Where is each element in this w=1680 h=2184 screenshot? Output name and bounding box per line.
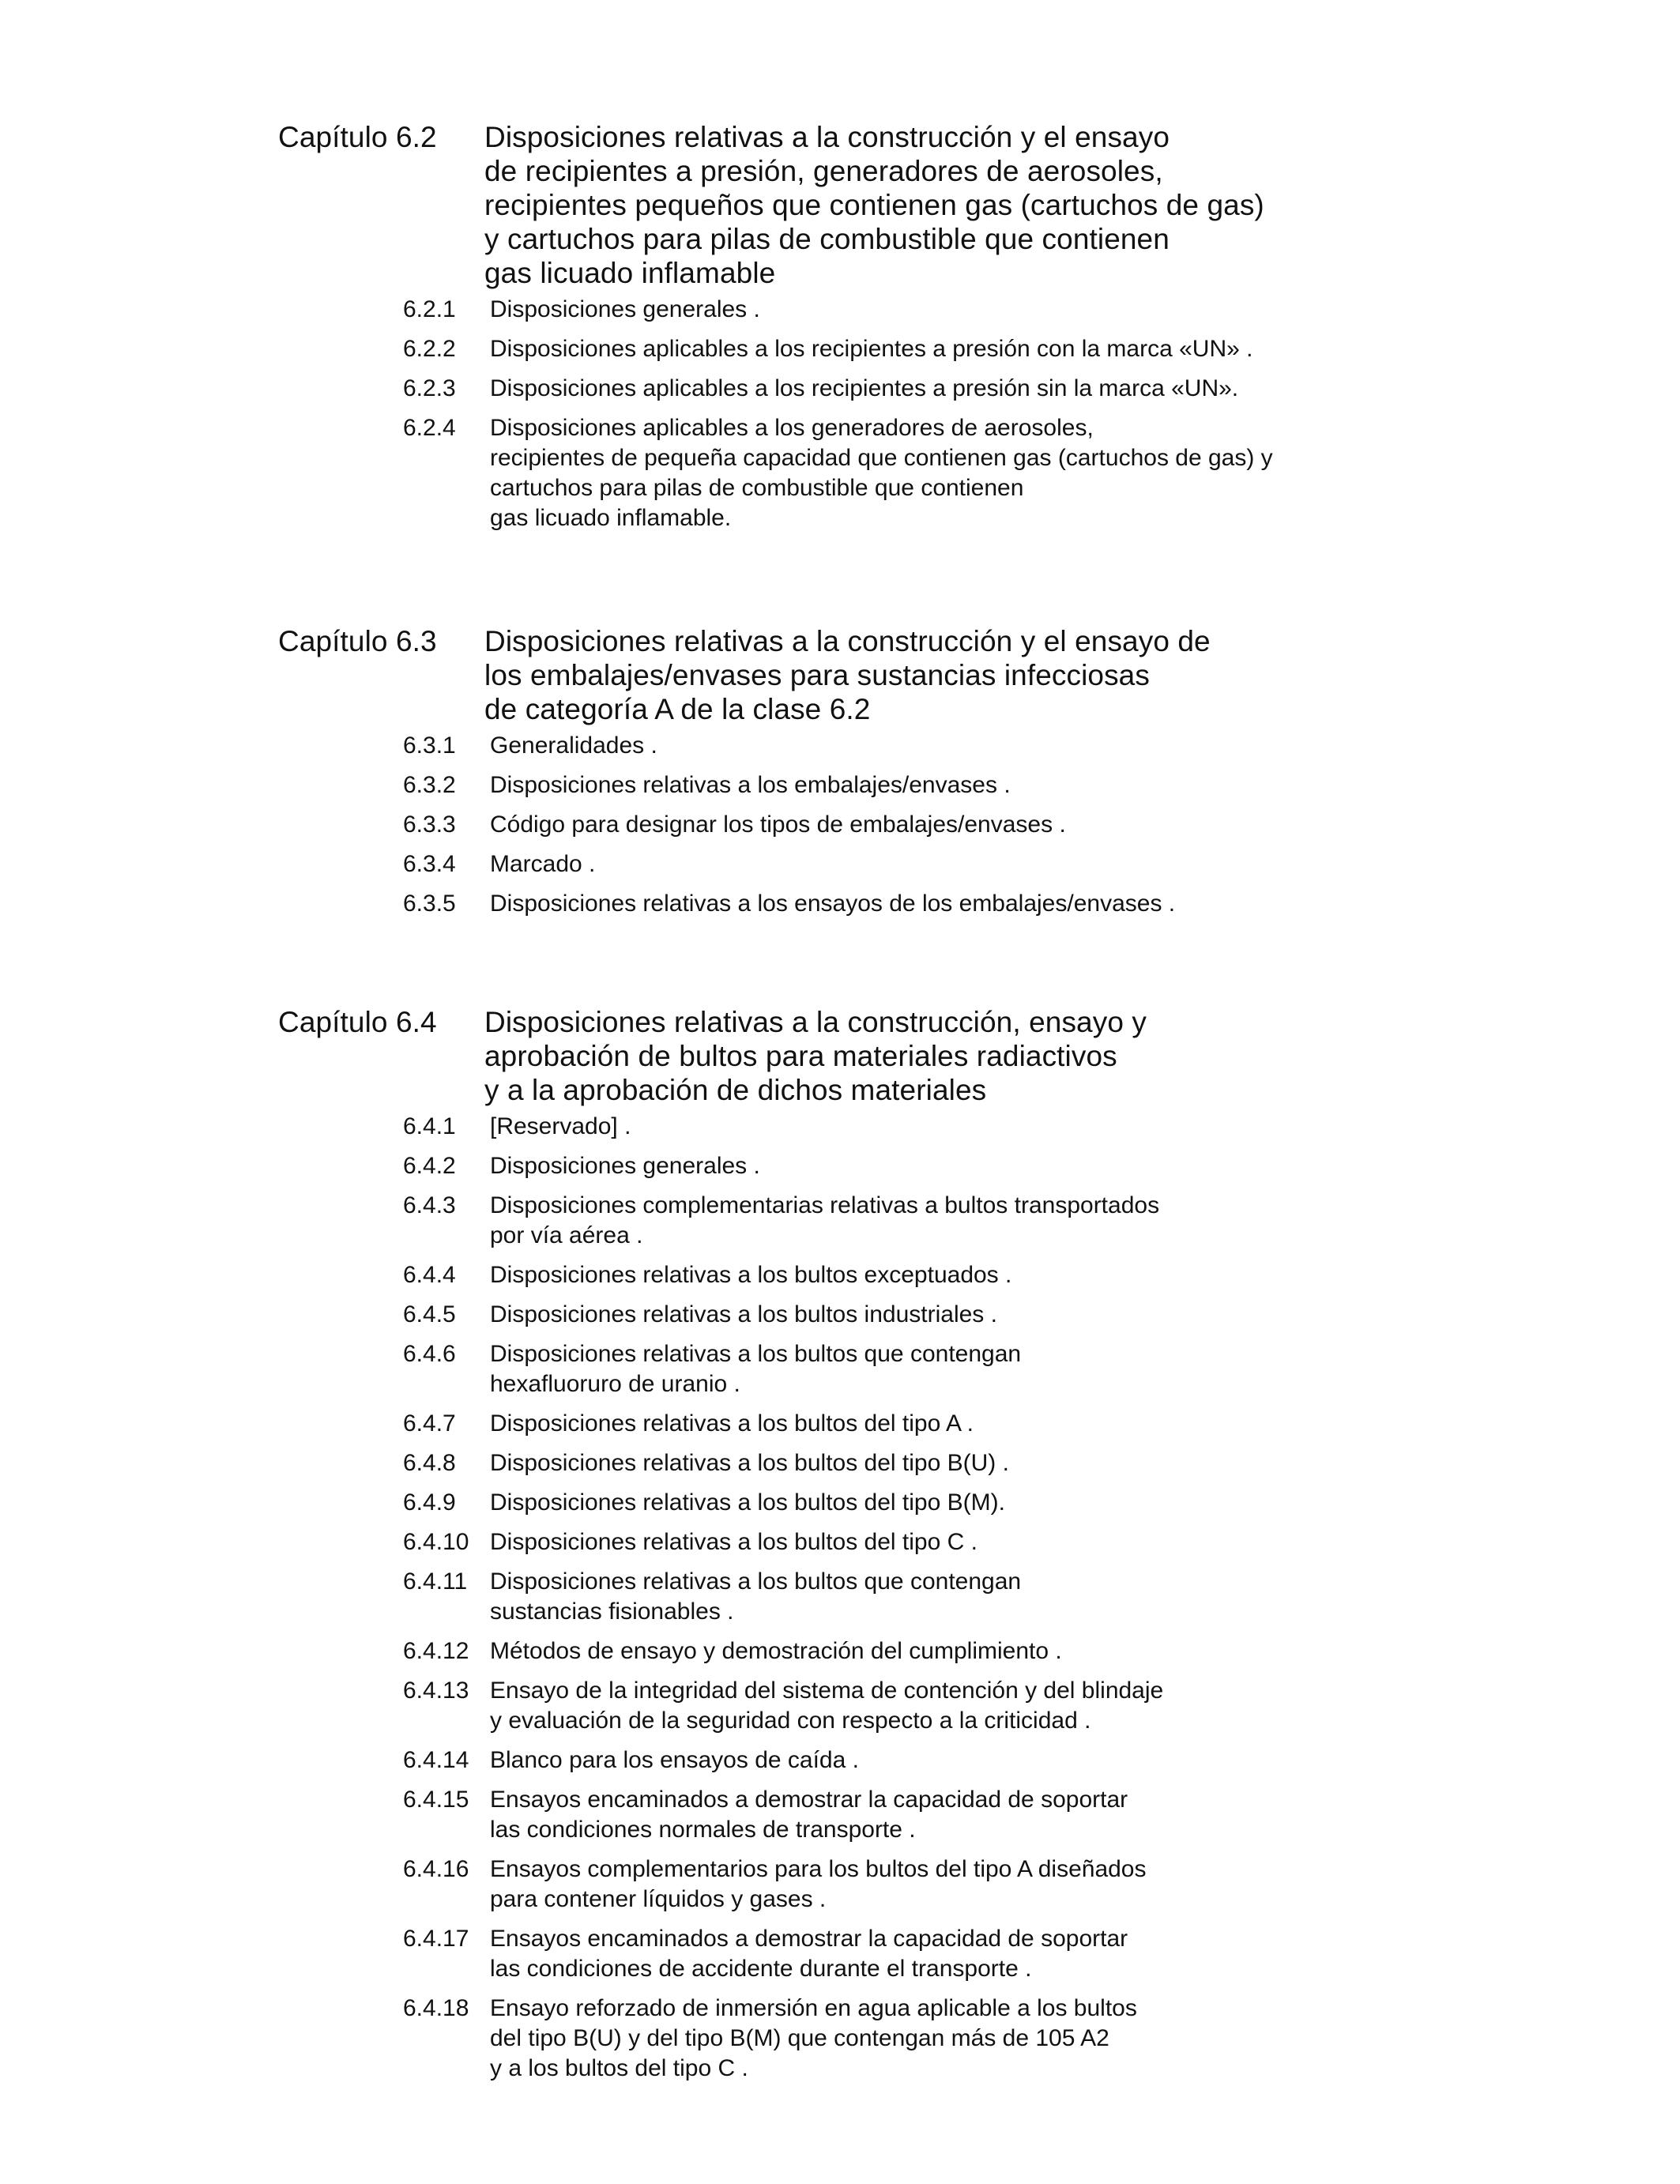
section-title: Disposiciones relativas a los bultos del tipo B(U) . (490, 1450, 1009, 1476)
section-number: 6.2.3 (403, 375, 456, 401)
section-title: Disposiciones aplicables a los recipientes a presión sin la marca «UN». (490, 375, 1239, 401)
section-number: 6.4.5 (403, 1301, 456, 1327)
section-number: 6.4.12 (403, 1638, 469, 1664)
chapter-6-2 (278, 120, 1384, 543)
chapter-label: Capítulo 6.2 (278, 121, 437, 153)
section-list (278, 731, 1384, 919)
section-item (278, 1567, 1384, 1627)
section-title: Métodos de ensayo y demostración del cumplimiento . (490, 1638, 1062, 1664)
section-title: Disposiciones complementarias relativas a bultos transportados por vía aérea . (490, 1192, 1160, 1248)
section-number: 6.4.3 (403, 1192, 456, 1218)
section-title: Disposiciones relativas a los bultos del tipo B(M). (490, 1489, 1005, 1516)
section-item (278, 1112, 1384, 1142)
section-number: 6.4.13 (403, 1678, 469, 1704)
chapter-heading (278, 120, 1384, 290)
section-number: 6.3.1 (403, 732, 456, 759)
section-list (278, 295, 1384, 533)
section-item (278, 889, 1384, 919)
section-item (278, 374, 1384, 404)
section-item (278, 1994, 1384, 2084)
section-item (278, 731, 1384, 761)
section-title: Código para designar los tipos de embalajes/envases . (490, 811, 1066, 838)
section-title: Disposiciones relativas a los bultos que contengan sustancias fisionables . (490, 1568, 1022, 1625)
section-item (278, 1151, 1384, 1181)
section-item (278, 1745, 1384, 1775)
section-number: 6.4.15 (403, 1787, 469, 1813)
section-number: 6.2.4 (403, 415, 456, 441)
section-number: 6.3.4 (403, 851, 456, 877)
section-item (278, 295, 1384, 325)
section-item (278, 413, 1384, 533)
section-item (278, 1339, 1384, 1399)
chapter-title: Disposiciones relativas a la construcción y el ensayo de los embalajes/envases para sustancias infecciosas de categoría A de la clase 6.2 (484, 625, 1211, 725)
section-title: Ensayo de la integridad del sistema de contención y del blindaje y evaluación de la seguridad con respecto a la criticidad . (490, 1678, 1164, 1734)
section-number: 6.2.1 (403, 296, 456, 322)
section-title: Disposiciones aplicables a los recipientes a presión con la marca «UN» . (490, 336, 1253, 362)
section-title: Disposiciones aplicables a los generadores de aerosoles, recipientes de pequeña capacidad que contienen gas (cartuchos de gas) y cartuchos para pilas de combustible que contienen gas licuado inflamable. (490, 415, 1273, 531)
section-title: [Reservado] . (490, 1113, 631, 1139)
section-item (278, 1191, 1384, 1251)
section-number: 6.4.10 (403, 1529, 469, 1555)
section-title: Blanco para los ensayos de caída . (490, 1747, 859, 1773)
section-title: Disposiciones relativas a los bultos exceptuados . (490, 1262, 1012, 1288)
section-title: Ensayo reforzado de inmersión en agua aplicable a los bultos del tipo B(U) y del tipo B(M) que contengan más de 105 A2 y a los bultos del tipo C . (490, 1995, 1137, 2081)
section-number: 6.4.6 (403, 1341, 456, 1367)
section-number: 6.4.7 (403, 1410, 456, 1437)
section-title: Marcado . (490, 851, 596, 877)
section-item (278, 1924, 1384, 1984)
section-number: 6.3.2 (403, 772, 456, 798)
section-title: Disposiciones relativas a los embalajes/envases . (490, 772, 1011, 798)
section-title: Disposiciones generales . (490, 1153, 760, 1179)
chapter-6-4 (278, 1005, 1384, 2093)
section-title: Disposiciones generales . (490, 296, 760, 322)
section-title: Disposiciones relativas a los bultos del tipo C . (490, 1529, 977, 1555)
chapter-heading (278, 624, 1384, 726)
section-item (278, 334, 1384, 364)
section-item (278, 1260, 1384, 1290)
section-number: 6.4.11 (403, 1568, 468, 1595)
section-title: Ensayos encaminados a demostrar la capacidad de soportar las condiciones de accidente durante el transporte . (490, 1926, 1128, 1982)
section-item (278, 849, 1384, 879)
section-title: Disposiciones relativas a los bultos industriales . (490, 1301, 997, 1327)
section-item (278, 1409, 1384, 1439)
section-title: Ensayos encaminados a demostrar la capacidad de soportar las condiciones normales de transporte . (490, 1787, 1128, 1843)
chapter-heading (278, 1005, 1384, 1107)
section-number: 6.4.8 (403, 1450, 456, 1476)
section-number: 6.3.3 (403, 811, 456, 838)
section-number: 6.4.9 (403, 1489, 456, 1516)
section-number: 6.4.1 (403, 1113, 456, 1139)
section-number: 6.4.16 (403, 1856, 469, 1882)
section-item (278, 1488, 1384, 1518)
section-item (278, 1636, 1384, 1666)
chapter-label: Capítulo 6.4 (278, 1006, 437, 1038)
section-item (278, 1785, 1384, 1845)
section-item (278, 1855, 1384, 1915)
section-title: Ensayos complementarios para los bultos del tipo A diseñados para contener líquidos y gases . (490, 1856, 1147, 1912)
chapter-6-3 (278, 624, 1384, 928)
section-number: 6.2.2 (403, 336, 456, 362)
section-title: Disposiciones relativas a los bultos que contengan hexafluoruro de uranio . (490, 1341, 1022, 1397)
section-item (278, 810, 1384, 840)
section-list (278, 1112, 1384, 2084)
section-number: 6.3.5 (403, 891, 456, 917)
section-number: 6.4.18 (403, 1995, 469, 2021)
section-title: Generalidades . (490, 732, 657, 759)
section-item (278, 1448, 1384, 1478)
section-title: Disposiciones relativas a los bultos del tipo A . (490, 1410, 974, 1437)
section-number: 6.4.14 (403, 1747, 469, 1773)
chapter-title: Disposiciones relativas a la construcción y el ensayo de recipientes a presión, generadores de aerosoles, recipientes pequeños que contienen gas (cartuchos de gas) y cartuchos para pilas de combustible que contienen gas licuado inflamable (484, 121, 1264, 289)
chapter-label: Capítulo 6.3 (278, 625, 437, 657)
section-item (278, 1300, 1384, 1330)
section-number: 6.4.17 (403, 1926, 469, 1952)
section-item (278, 770, 1384, 800)
section-item (278, 1676, 1384, 1736)
section-item (278, 1527, 1384, 1557)
section-title: Disposiciones relativas a los ensayos de los embalajes/envases . (490, 891, 1176, 917)
section-number: 6.4.4 (403, 1262, 456, 1288)
chapter-title: Disposiciones relativas a la construcción, ensayo y aprobación de bultos para materiales radiactivos y a la aprobación de dichos materiales (484, 1006, 1147, 1106)
section-number: 6.4.2 (403, 1153, 456, 1179)
